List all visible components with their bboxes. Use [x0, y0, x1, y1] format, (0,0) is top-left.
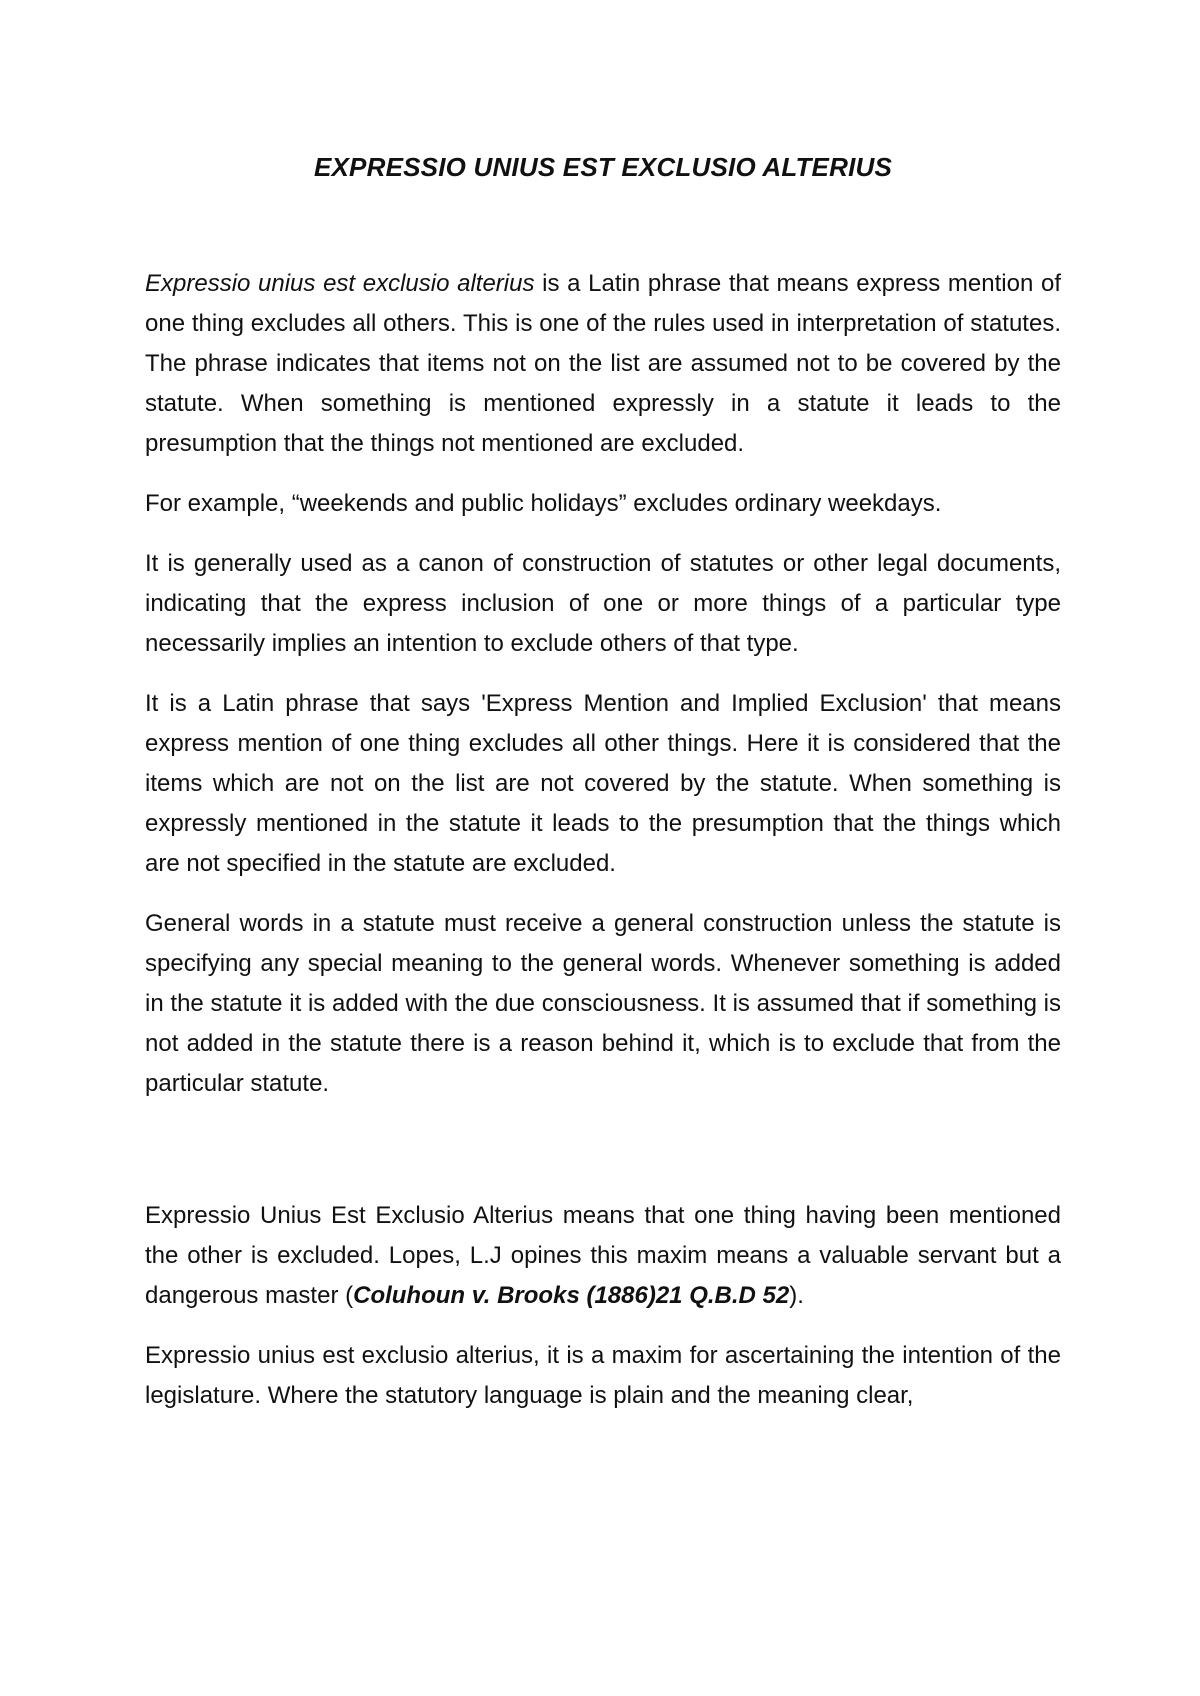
paragraph-example: For example, “weekends and public holidays” excludes ordinary weekdays. [145, 490, 942, 517]
paragraph-canon: It is generally used as a canon of construction of statutes or other legal documents, indicating that the express inclusion of one or more things of a particular type necessarily implies an intention to exclude others of that type. [145, 550, 1061, 657]
paragraph-maxim-text: Expressio Unius Est Exclusio Alterius means that one thing having been mentioned the other is excluded. Lopes, L.J opines this maxim means a valuable servant but a dangerous master ( [145, 1202, 1061, 1309]
paragraph-definition [145, 264, 1061, 464]
paragraph-maxim-tail: ). [789, 1282, 804, 1309]
case-citation: Coluhoun v. Brooks (1886)21 Q.B.D 52 [353, 1282, 790, 1309]
latin-phrase: Expressio unius est exclusio alterius [145, 270, 535, 297]
paragraph-legislature: Expressio unius est exclusio alterius, it is a maxim for ascertaining the intention of the legislature. Where the statutory language is plain and the meaning clear, [145, 1342, 1061, 1409]
paragraph-general-words: General words in a statute must receive a general construction unless the statute is specifying any special meaning to the general words. Whenever something is added in the statute it is added with the due consciousness. It is assumed that if something is not added in the statute there is a reason behind it, which is to exclude that from the particular statute. [145, 910, 1061, 1097]
paragraph-spacer [145, 1124, 1061, 1196]
document-title: EXPRESSIO UNIUS EST EXCLUSIO ALTERIUS [313, 152, 893, 182]
document-body [145, 150, 1061, 1436]
paragraph-maxim [145, 1196, 1061, 1316]
paragraph-latin-meaning: It is a Latin phrase that says 'Express Mention and Implied Exclusion' that means express mention of one thing excludes all other things. Here it is considered that the items which are not on the list are not covered by the statute. When something is expressly mentioned in the statute it leads to the presumption that the things which are not specified in the statute are excluded. [145, 690, 1061, 877]
paragraph-definition-text: is a Latin phrase that means express mention of one thing excludes all others. This is one of the rules used in interpretation of statutes. The phrase indicates that items not on the list are assumed not to be covered by the statute. When something is mentioned expressly in a statute it leads to the presumption that the things not mentioned are excluded. [145, 270, 1061, 457]
